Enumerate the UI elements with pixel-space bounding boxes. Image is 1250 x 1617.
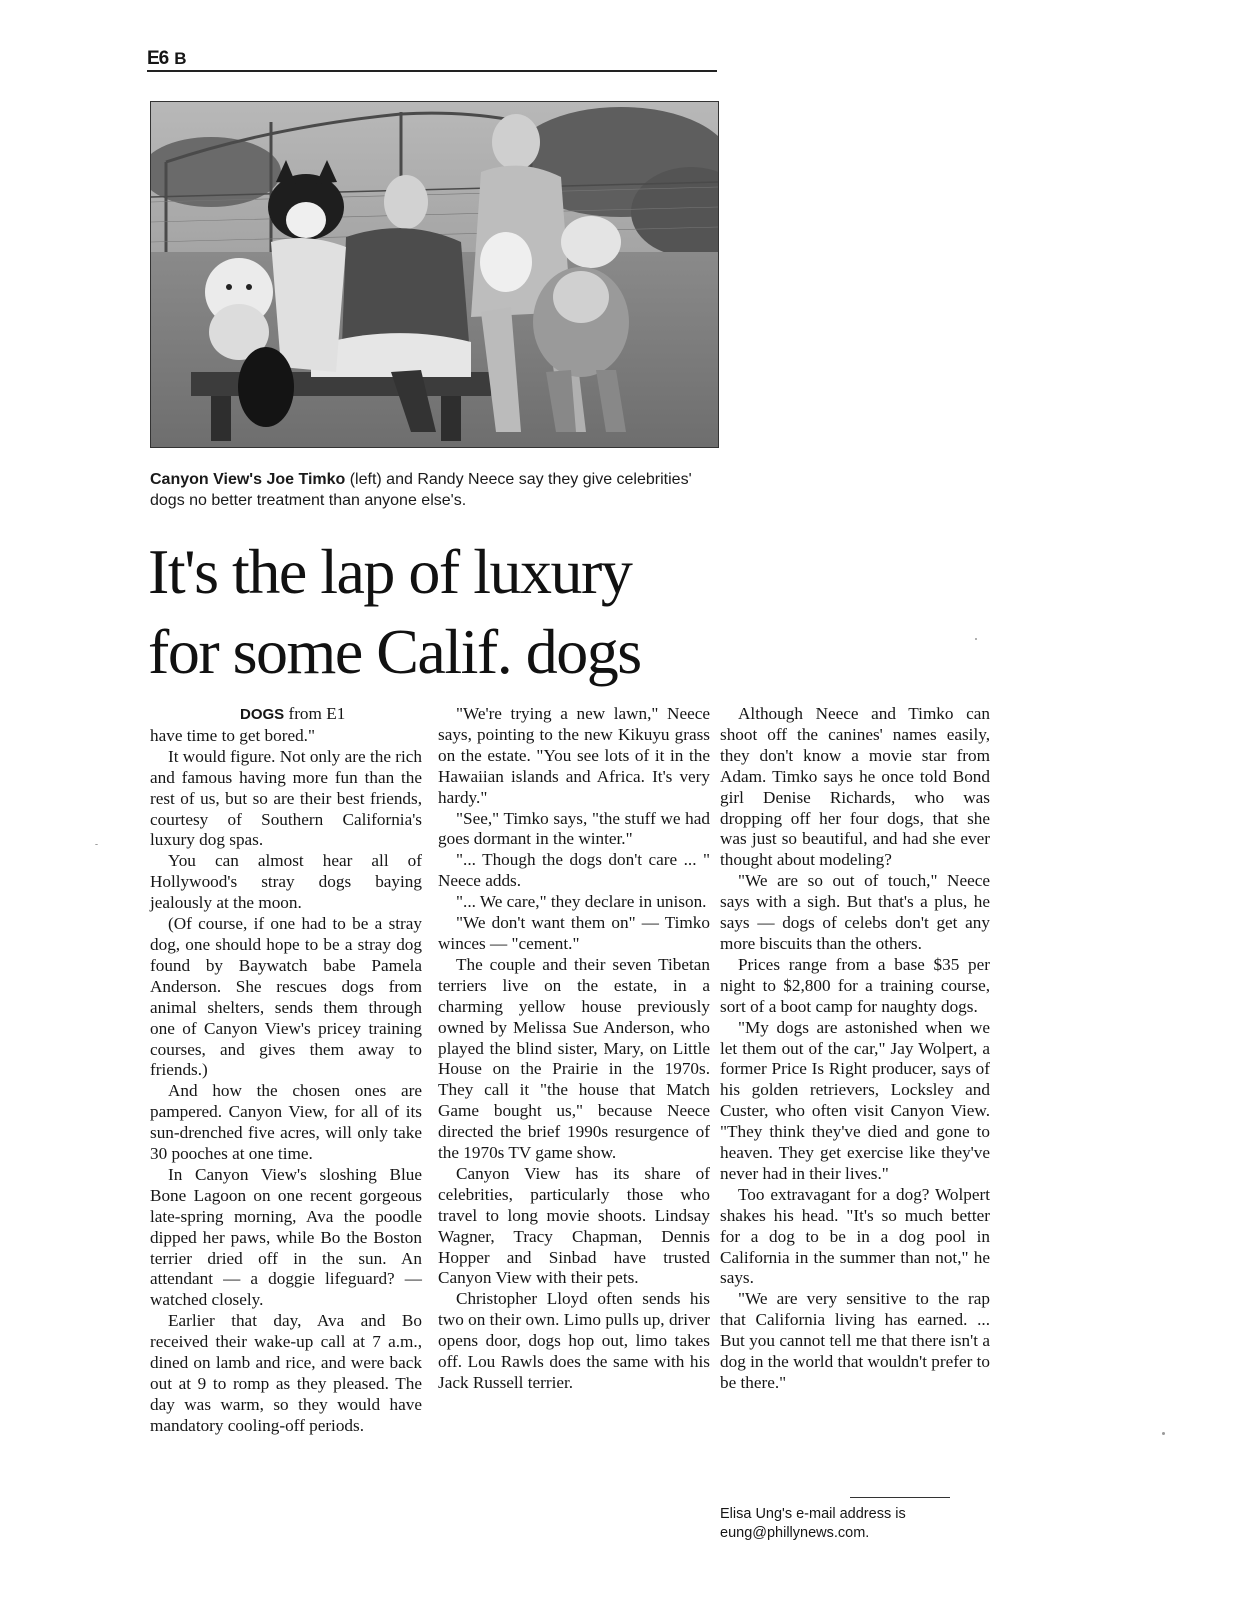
news-photo [150, 101, 719, 448]
paragraph: Prices range from a base $35 per night to $2,800 for a training course, sort of a boot camp for naughty dogs. [720, 954, 990, 1016]
paragraph: "... We care," they declare in unison. [456, 892, 707, 912]
jump-line [150, 704, 422, 726]
paragraph: Although Neece and Timko can shoot off the canines' names easily, they don't know a movie star from Adam. Timko says he once told Bond girl Denise Richards, who was dropping off her four dogs, that she was just so beautiful, and had she ever thought about modeling? [720, 704, 990, 870]
paragraph: The couple and their seven Tibetan terriers live on the estate, in a charming yellow house previously owned by Melissa Sue Anderson, who played the blind sister, Mary, on Little House on the Prairie in the 1970s. They call it "the house that Match Game bought us," because Neece directed the brief 1990s resurgence of the 1970s TV game show. [438, 954, 710, 1163]
photo-image [151, 102, 718, 447]
byline: Elisa Ung's e-mail address is eung@phillynews.com. [720, 1506, 906, 1541]
section-letter: B [174, 49, 187, 68]
scan-speck [1162, 1432, 1165, 1435]
photo-caption [150, 469, 730, 511]
paragraph: Too extravagant for a dog? Wolpert shakes his head. "It's so much better for a dog to be in a dog pool in California in the summer than not," he says. [720, 1184, 990, 1288]
headline-line-1: It's the lap of luxury [148, 536, 632, 607]
paragraph: "We are very sensitive to the rap that California living has earned. ... But you cannot tell me that there isn't a dog in the world that wouldn't prefer to be there." [720, 1289, 990, 1392]
article-column-3 [720, 704, 990, 1394]
paragraph: Earlier that day, Ava and Bo received their wake-up call at 7 a.m., dined on lamb and rice, and were back out at 9 to romp as they pleased. The day was warm, so they would have mandatory cooling-off periods. [150, 1311, 422, 1435]
jump-text: from E1 [284, 704, 346, 723]
scan-speck [975, 638, 977, 640]
paragraph: "We're trying a new lawn," Neece says, pointing to the new Kikuyu grass on the estate. "You see lots of it in the Hawaiian islands and Africa. It's very hardy." [438, 704, 710, 807]
paragraph: And how the chosen ones are pampered. Canyon View, for all of its sun-drenched five acres, will only take 30 pooches at one time. [150, 1081, 422, 1164]
paragraph: "... Though the dogs don't care ... " Neece adds. [438, 850, 710, 891]
scan-speck [95, 844, 98, 845]
photo-caption-credit: Canyon View's Joe Timko [150, 471, 346, 488]
paragraph: "We don't want them on" — Timko winces — "cement." [438, 913, 710, 953]
headline-line-2: for some Calif. dogs [148, 616, 641, 687]
paragraph: (Of course, if one had to be a stray dog, one should hope to be a stray dog found by Baywatch babe Pamela Anderson. She rescues dogs from animal shelters, sends them through one of Canyon View's pricey training courses, and gives them away to friends.) [150, 914, 422, 1080]
paragraph: In Canyon View's sloshing Blue Bone Lagoon on one recent gorgeous late-spring morning, Ava the poodle dipped her paws, while Bo the Boston terrier dried off in the sun. An attendant — a doggie lifeguard? — watched closely. [150, 1164, 422, 1310]
paragraph: "My dogs are astonished when we let them out of the car," Jay Wolpert, a former Price Is Right producer, says of his golden retrievers, Locksley and Custer, who often visit Canyon View. "They think they've died and gone to heaven. They get exercise like they've never had in their lives." [720, 1017, 990, 1183]
byline-divider [850, 1497, 950, 1498]
paragraph: "We are so out of touch," Neece says with a sigh. But that's a plus, he says — dogs of celebs don't get any more biscuits than the others. [720, 871, 990, 953]
paragraph: have time to get bored." [150, 725, 315, 745]
headline [148, 532, 748, 692]
page-number: E6 [147, 48, 169, 69]
photo-caption-text: (left) and Randy Neece say they give celebrities' dogs no better treatment than anyone else's. [150, 471, 692, 509]
paragraph: Christopher Lloyd often sends his two on their own. Limo pulls up, driver opens door, dogs hop out, limo takes off. Lou Rawls does the same with his Jack Russell terrier. [438, 1289, 710, 1392]
paragraph: It would figure. Not only are the rich and famous having more fun than the rest of us, but so are their best friends, courtesy of Southern California's luxury dog spas. [150, 746, 422, 850]
page-header [147, 48, 717, 72]
jump-keyword: DOGS [240, 706, 285, 723]
article-column-2 [438, 704, 710, 1394]
paragraph: "See," Timko says, "the stuff we had goes dormant in the winter." [438, 808, 710, 849]
article-column-1 [150, 704, 422, 1437]
paragraph: You can almost hear all of Hollywood's stray dogs baying jealously at the moon. [150, 851, 422, 913]
paragraph: Canyon View has its share of celebrities, particularly those who travel to long movie shoots. Lindsay Wagner, Tracy Chapman, Dennis Hopper and Sinbad have trusted Canyon View with their pets. [438, 1163, 710, 1288]
